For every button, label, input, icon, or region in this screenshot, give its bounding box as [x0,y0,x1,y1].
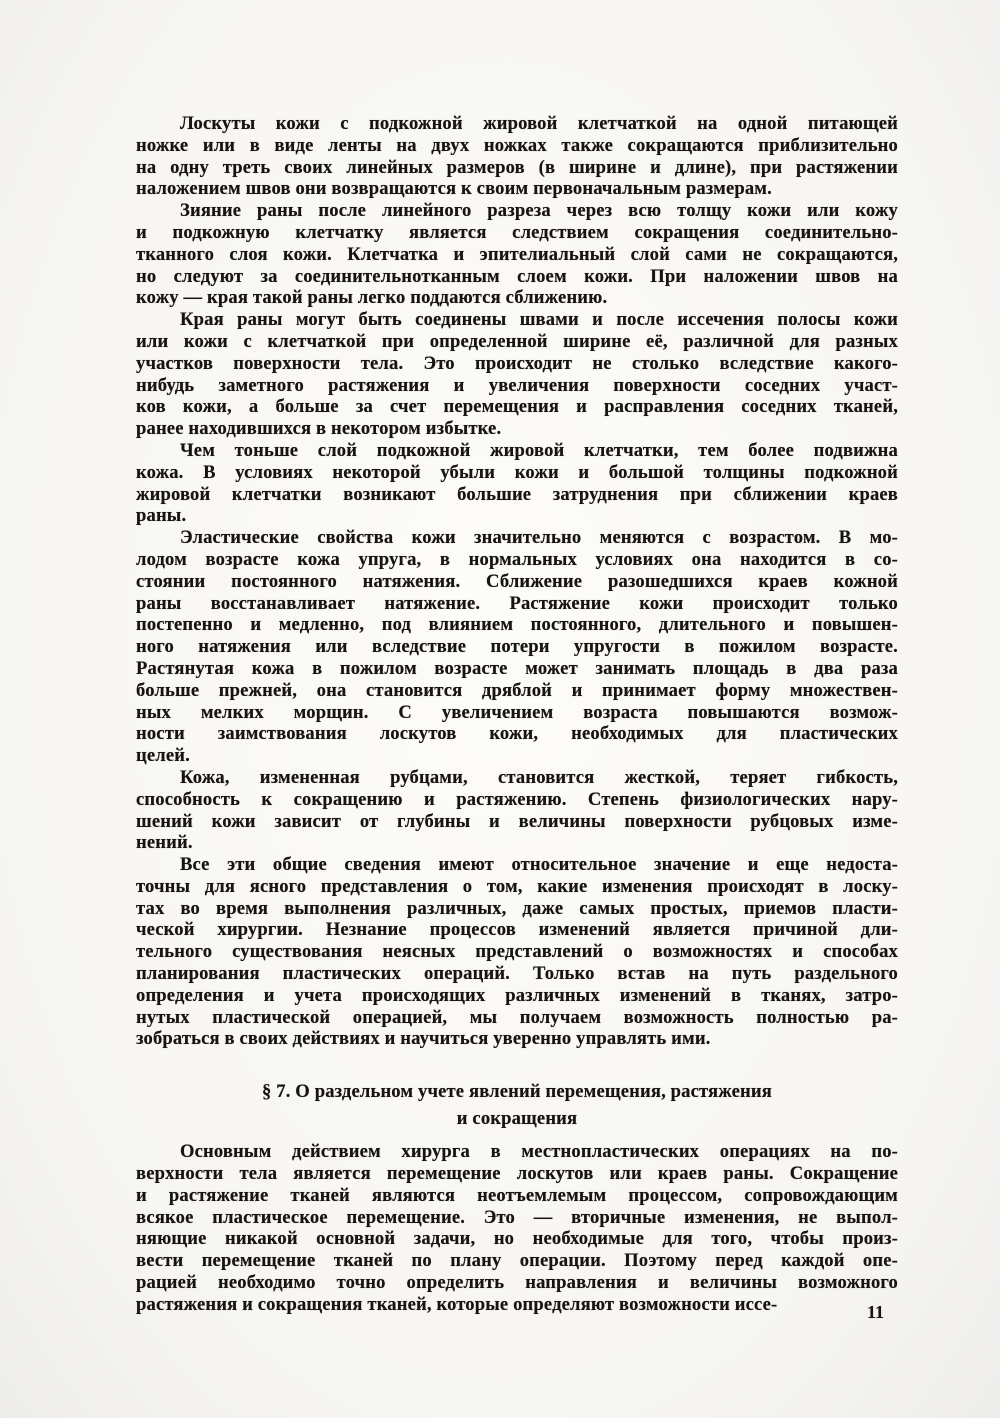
text-line: растяжения и сокращения тканей, которые определяют возможности иссе- [136,1293,778,1315]
text-line: Зияние раны после линейного разреза через всю толщу кожи или кожу [180,200,898,222]
text-line: нутых пластической операцией, мы получаем возможность полностью ра- [136,1006,898,1028]
text-line: лодом возрасте кожа упруга, в нормальных условиях она находится в со- [136,548,898,570]
text-line: больше прежней, она становится дряблой и принимает форму множествен- [136,679,898,701]
text-line: раны восстанавливает натяжение. Растяжение кожи происходит только [136,592,898,614]
text-line: Основным действием хирурга в местнопластических операциях на по- [180,1141,898,1163]
paragraph [136,1141,898,1315]
text-line: ного натяжения или вследствие потери упругости в пожилом возрасте. [136,636,898,658]
section-heading [136,1079,898,1132]
text-line: ножке или в виде ленты на двух ножках также сокращаются приблизительно [136,134,898,156]
text-line: наложением швов они возвращаются к своим первоначальным размерам. [136,178,772,200]
text-line: верхности тела является перемещение лоскутов или краев раны. Сокращение [136,1163,898,1185]
text-line: стоянии постоянного натяжения. Сближение разошедшихся краев кожной [136,570,898,592]
text-line: всякое пластическое перемещение. Это — вторичные изменения, не выпол- [136,1206,898,1228]
text-line: раны. [136,505,187,527]
text-line: Лоскуты кожи с подкожной жировой клетчаткой на одной питающей [180,113,898,134]
text-line: Чем тоньше слой подкожной жировой клетчатки, тем более подвижна [180,439,898,461]
text-line: целей. [136,745,190,767]
text-line: рацией необходимо точно определить направления и величины возможного [136,1272,898,1294]
text-line: но следуют за соединительнотканным слоем кожи. При наложении швов на [136,265,898,287]
text-line: Края раны могут быть соединены швами и после иссечения полосы кожи [180,309,898,331]
paragraph [136,767,898,854]
text-line: Эластические свойства кожи значительно меняются с возрастом. В мо- [180,527,898,549]
text-line: на одну треть своих линейных размеров (в ширине и длине), при растяжении [136,156,898,178]
text-line: няющие никакой основной задачи, но необходимые для того, чтобы произ- [136,1228,898,1250]
text-line: определения и учета происходящих различных изменений в тканях, затро- [136,984,898,1006]
text-line: зобраться в своих действиях и научиться уверенно управлять ими. [136,1028,711,1050]
paragraph [136,440,898,527]
text-line: точны для ясного представления о том, какие изменения происходят в лоску- [136,875,898,897]
text-line: планирования пластических операций. Только встав на путь раздельного [136,963,898,985]
text-line: постепенно и медленно, под влиянием постоянного, длительного и повышен- [136,614,898,636]
text-line: Растянутая кожа в пожилом возрасте может занимать площадь в два раза [136,657,898,679]
text-line: или кожи с клетчаткой при определенной ширине её, различной для разных [136,330,898,352]
text-line: тканного слоя кожи. Клетчатка и эпителиальный слой сами не сокращаются, [136,243,898,265]
text-line: способность к сокращению и растяжению. Степень физиологических нару- [136,788,898,810]
section-heading-line: § 7. О раздельном учете явлений перемещения, растяжения [262,1081,772,1103]
text-line: вести перемещение тканей по плану операции. Поэтому перед каждой опе- [136,1250,898,1272]
text-line: участков поверхности тела. Это происходит не столько вследствие какого- [136,352,898,374]
paragraph [136,200,898,309]
text-line: кожу — края такой раны легко поддаются сближению. [136,287,608,309]
text-line: жировой клетчатки возникают большие затруднения при сближении краев [136,483,898,505]
text-line: ческой хирургии. Незнание процессов изменений является причиной дли- [136,919,898,941]
text-line: ности заимствования лоскутов кожи, необходимых для пластических [136,723,898,745]
page-number: 11 [866,1302,884,1322]
paragraph [136,854,898,1050]
text-line: нибудь заметного растяжения и увеличения поверхности соседних участ- [136,374,898,396]
text-line: и растяжение тканей являются неотъемлемым процессом, сопровождающим [136,1184,898,1206]
text-line: шений кожи зависит от глубины и величины поверхности рубцовых изме- [136,810,898,832]
text-line: и подкожную клетчатку является следствием сокращения соединительно- [136,221,898,243]
text-line: Кожа, измененная рубцами, становится жесткой, теряет гибкость, [180,766,898,788]
text-line: нений. [136,832,193,854]
text-line: тельного существования неясных представлений о возможностях и способах [136,941,898,963]
paragraph [136,309,898,440]
paragraph [136,527,898,767]
page-text-block [136,113,898,1316]
section-heading-line: и сокращения [456,1107,578,1129]
text-line: Все эти общие сведения имеют относительное значение и еще недоста- [180,854,898,876]
text-line: ранее находившихся в некотором избытке. [136,418,502,440]
text-line: тах во время выполнения различных, даже самых простых, приемов пласти- [136,897,898,919]
text-line: ков кожи, а больше за счет перемещения и расправления соседних тканей, [136,396,898,418]
paragraph [136,113,898,200]
text-line: кожа. В условиях некоторой убыли кожи и большой толщины подкожной [136,461,898,483]
text-line: ных мелких морщин. С увеличением возраста повышаются возмож- [136,701,898,723]
